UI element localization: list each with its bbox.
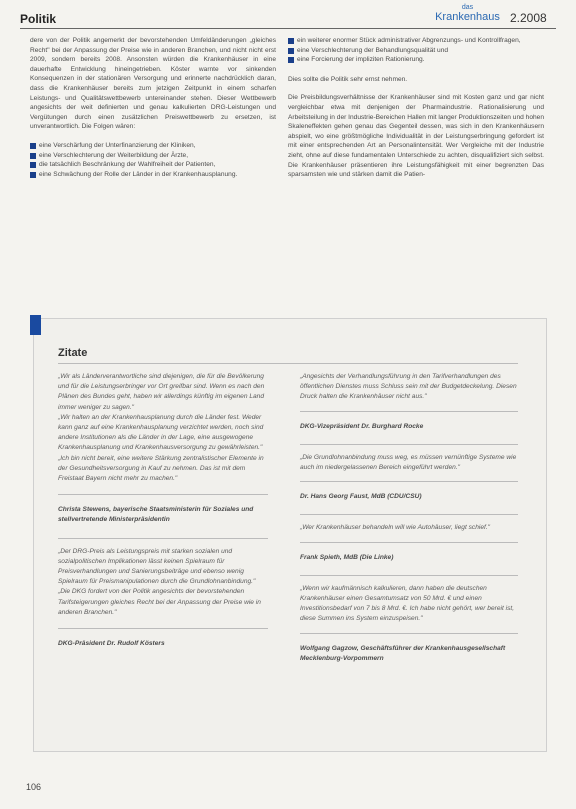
quote-group [300,372,518,445]
right-bullet-list [288,36,544,65]
quote-group [58,372,268,539]
section-title: Politik [20,12,57,26]
right-bullet: ein weiterer enormer Stück administrativer Abgrenzungs- und Kontrollfragen, [288,36,544,46]
quote-divider [300,542,518,543]
magazine-logo [430,4,505,23]
quote-attribution: Wolfgang Gagzow, Geschäftsführer der Krankenhausgesellschaft Mecklenburg-Vorpommern [300,644,506,662]
header-divider [20,28,556,29]
magazine-logo-small: das [461,4,474,11]
right-paragraph: Die Preisbildungsverhältnisse der Krankenhäuser sind mit Kosten ganz und gar nicht vergleichbar etwa mit denjenigen der Pharmaindustrie. Rationalisierung und Arbeitsteilung in der Industrie-Bereichen Hallen mit langer Produktionszeiten und hohen Skaleneffekten gehen genau das Gegenteil dessen, was sich in den Krankenhäusern abspielt, wo eine größtmögliche Individualität in der Leistungserbringung gefordert ist mit einer entsprechenden Art an Personalintensität. Wer Vergleiche mit der Industrie zieht, ohne auf diese fundamentalen Unterschiede zu achten, disqualifiziert sich selbst. Die Krankenhäuser präsentieren ihre Leistungsfähigkeit mit einer begrenzten Das sparsamsten wie und stärken damit die Patien- [288,94,544,179]
quote-group [300,523,518,575]
issue-number: 2.2008 [510,11,547,25]
quotes-title-divider [58,363,518,364]
page-number: 106 [26,782,42,792]
quote-divider [300,633,518,634]
quote-attribution: Christa Stewens, bayerische Staatsministerin für Soziales und stellvertretende Ministerpräsidentin [58,506,254,524]
left-paragraph: dere von der Politik angemerkt der bevorstehenden Umfeldänderungen „gleiches Recht" bei der Anpassung der Preise wie in anderen Branchen, und nicht nicht erst 2009, sondern bereits 2008. Ansonsten würden die Krankenhäuser in eine dauerhafte Entwicklung hineingetrieben. Köster warnte vor sinkenden Konsequenzen in der stationären Versorgung und erinnerte nachdrücklich daran, dass die Krankenhäuser bereits zum jetzigen Zeitpunkt in einem scharfen Leistungs- und Qualitätswettbewerb untereinander stehen. Dieser Wettbewerb angesichts der weit definierten und genau kalkulierten DRG-Leistungen und Vergütungen durch einen zusätzlichen Preiswettbewerb zu ersetzen, ist unverantwortlich. Die Folgen wären: [30,37,276,131]
quote-divider [58,494,268,495]
quote-attribution: DKG-Präsident Dr. Rudolf Kösters [58,640,165,648]
quote-attribution: Dr. Hans Georg Faust, MdB (CDU/CSU) [300,493,422,501]
quote-divider [300,411,518,412]
quote-group [300,584,518,664]
quote-divider [58,628,268,629]
right-bullet: eine Forcierung der impliziten Rationierung. [288,55,544,65]
quote-attribution: DKG-Vizepräsident Dr. Burghard Rocke [300,422,424,430]
quote-group [58,547,268,650]
quote: „Wer Krankenhäuser behandeln will wie Autohäuser, liegt schief." [300,524,491,532]
quote-divider [300,575,518,576]
quote: „Die Grundlohnanbindung muss weg, es müssen vernünftige Systeme wie auch im niedergelassenen Bereich eingeführt werden." [300,453,517,472]
quotes-box-accent [30,315,41,335]
quote: „Die DKG fordert von der Politik angesichts der bevorstehenden Tarifsteigerungen gleiches Recht bei der Anpassung der Preise wie in anderen Branchen." [58,588,261,616]
left-text-column [30,36,276,179]
quote-divider [300,444,518,445]
left-bullet: eine Verschlechterung der Weiterbildung der Ärzte, [30,151,276,161]
quote-divider [300,514,518,515]
quote: „Wir als Länderverantwortliche sind diejenigen, die für die Bevölkerung und für die Leistungserbringer vor Ort greifbar sind. Wenn es nach den Plänen des Bundes geht, haben wir allerdings künftig im eigenen Land immer weniger zu sagen." [58,373,265,411]
left-bullet: eine Schwächung der Rolle der Länder in der Krankenhausplanung. [30,170,276,180]
quote-divider [58,538,268,539]
quotes-left-column [58,372,268,661]
quotes-title: Zitate [58,347,88,359]
quote-divider [300,481,518,482]
quote-group [300,453,518,516]
quote: „Wenn wir kaufmännisch kalkulieren, dann haben die deutschen Krankenhäuser einen Gesamtumsatz von 50 Mrd. € und einen Investitionsbedarf von 7 bis 8 Mrd. €. Ich habe nicht gehört, wer bereit ist, diese Summen ins System einzuspeisen." [300,584,515,623]
magazine-logo-name: Krankenhaus [435,11,500,23]
right-text-column [288,36,544,189]
left-bullet: eine Verschärfung der Unterfinanzierung der Kliniken, [30,141,276,151]
quote: „Der DRG-Preis als Leistungspreis mit starken sozialen und sozialpolitischen Implikationen lässt keinen Spielraum für Preisverhandlungen und Sanierungsbeiträge und ebenso wenig Spielraum für Preismanipulationen durch die Grundlohnanbindung." [58,547,256,586]
quote: „Ich bin nicht bereit, eine weitere Stärkung zentralistischer Elemente in der Gesundheitsversorgung in Kauf zu nehmen. Das ist mit dem Freistaat Bayern nicht mehr zu machen." [58,454,264,483]
right-paragraph: Dies sollte die Politik sehr ernst nehmen. [288,75,408,83]
right-bullet: eine Verschlechterung der Behandlungsqualität und [288,46,544,56]
quote-attribution: Frank Spieth, MdB (Die Linke) [300,553,394,561]
quote: „Wir halten an der Krankenhausplanung durch die Länder fest. Weder kann ganz auf eine Krankenhausplanung verzichtet werden, noch sind andere Institutionen als die Länder in der Lage, eine ausgewogene Krankenhausplanung und Krankenhausversorgung zu gewährleisten." [58,413,264,452]
quote: „Angesichts der Verhandlungsführung in den Tarifverhandlungen des öffentlichen Dienstes muss Schluss sein mit der Budgetdeckelung. Diesen Druck halten die Krankenhäuser nicht aus." [300,373,517,401]
left-bullet-list [30,141,276,179]
left-bullet: die tatsächlich Beschränkung der Wahlfreiheit der Patienten, [30,160,276,170]
quotes-right-column [300,372,518,676]
